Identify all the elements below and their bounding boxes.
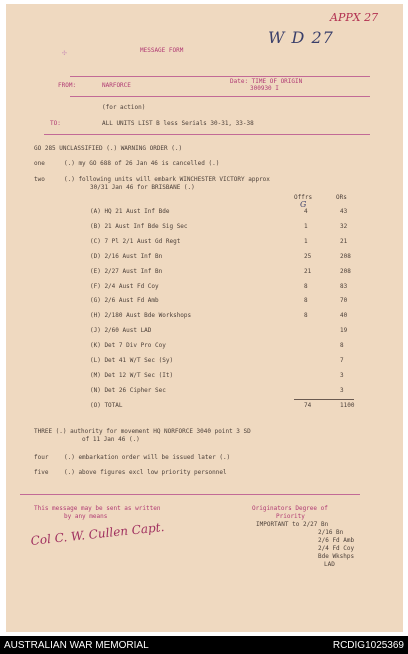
column-offrs-mark: G: [300, 200, 307, 209]
table-row-offrs: 21: [304, 268, 312, 275]
para-five-label: five: [34, 469, 49, 476]
para-two-text-2: 30/31 Jan 46 for BRISBANE (.): [90, 184, 195, 191]
table-row-label: (G) 2/6 Aust Fd Amb: [90, 297, 159, 304]
column-ors: ORs: [336, 194, 347, 201]
para-one-text: (.) my GO 688 of 26 Jan 46 is cancelled (.): [64, 160, 220, 167]
originator-line-3: IMPORTANT to 2/27 Bn: [256, 521, 329, 528]
table-row-label: (F) 2/4 Aust Fd Coy: [90, 283, 159, 290]
para-four-text: (.) embarkation order will be issued later (.): [64, 454, 231, 461]
clover-mark: ✣: [62, 48, 67, 57]
table-row-ors: 3: [340, 372, 344, 379]
table-row-label: (L) Det 41 W/T Sec (Sy): [90, 357, 174, 364]
para-three-cont: of 11 Jan 46 (.): [82, 436, 140, 443]
form-title: MESSAGE FORM: [140, 47, 184, 54]
table-row-ors: 43: [340, 208, 348, 215]
table-row-label: (A) HQ 21 Aust Inf Bde: [90, 208, 170, 215]
from-value: NARFORCE: [102, 82, 131, 89]
originator-line-4: 2/16 Bn: [318, 529, 344, 536]
header-rule-top: [70, 76, 370, 77]
table-row-label: (B) 21 Aust Inf Bde Sig Sec: [90, 223, 188, 230]
to-value: ALL UNITS LIST B less Serials 30-31, 33-38: [102, 120, 254, 127]
table-row-label: (C) 7 Pl 2/1 Aust Gd Regt: [90, 238, 181, 245]
table-row-label: (M) Det 12 W/T Sec (It): [90, 372, 174, 379]
date-label: Date: TIME OF ORIGIN: [230, 78, 303, 85]
message-line-1: GO 285 UNCLASSIFIED (.) WARNING ORDER (.): [34, 145, 183, 152]
archive-footer: [0, 636, 408, 654]
from-label: FROM:: [58, 82, 77, 89]
footer-reference: RCDIG1025369: [332, 640, 404, 651]
date-value: 300930 I: [250, 85, 279, 92]
table-row-label: (O) TOTAL: [90, 402, 123, 409]
table-row-ors: 19: [340, 327, 348, 334]
table-row-ors: 32: [340, 223, 348, 230]
table-row-ors: 3: [340, 387, 344, 394]
document-page: [6, 4, 403, 632]
table-row-offrs: 4: [304, 208, 308, 215]
table-row-label: (J) 2/60 Aust LAD: [90, 327, 152, 334]
table-row-ors: 83: [340, 283, 348, 290]
bottom-rule: [20, 494, 360, 495]
table-row-ors: 208: [340, 253, 351, 260]
table-row-label: (N) Det 26 Cipher Sec: [90, 387, 166, 394]
originator-line-8: LAD: [324, 561, 335, 568]
total-rule: [294, 399, 354, 400]
signature: Col C. W. Cullen Capt.: [30, 519, 165, 548]
para-five-text: (.) above figures excl low priority personnel: [64, 469, 227, 476]
para-one-label: one: [34, 160, 45, 167]
table-row-ors: 8: [340, 342, 344, 349]
handwritten-reference: W D 27: [268, 28, 334, 47]
table-row-offrs: 1: [304, 223, 308, 230]
table-row-label: (D) 2/16 Aust Inf Bn: [90, 253, 163, 260]
appendix-mark: APPX 27: [330, 11, 379, 24]
table-row-offrs: 74: [304, 402, 312, 409]
send-note-1: This message may be sent as written: [34, 505, 161, 512]
originator-line-1: Originators Degree of: [252, 505, 328, 512]
send-note-2: by any means: [64, 513, 108, 520]
header-rule-mid: [70, 96, 370, 97]
header-rule-bottom: [44, 134, 370, 135]
para-four-label: four: [34, 454, 49, 461]
footer-institution: AUSTRALIAN WAR MEMORIAL: [4, 640, 149, 651]
table-row-offrs: 1: [304, 238, 308, 245]
originator-line-2: Priority: [276, 513, 305, 520]
action-label: (for action): [102, 104, 146, 111]
column-offrs: Offrs: [294, 194, 313, 201]
para-three: THREE (.) authority for movement HQ NORFORCE 3040 point 3 SD: [34, 428, 251, 435]
originator-line-7: Bde Wkshps: [318, 553, 355, 560]
table-row-ors: 7: [340, 357, 344, 364]
table-row-label: (H) 2/180 Aust Bde Workshops: [90, 312, 192, 319]
table-row-ors: 21: [340, 238, 348, 245]
table-row-offrs: 25: [304, 253, 312, 260]
originator-line-5: 2/6 Fd Amb: [318, 537, 355, 544]
table-row-offrs: 8: [304, 283, 308, 290]
table-row-ors: 1100: [340, 402, 355, 409]
table-row-offrs: 8: [304, 297, 308, 304]
table-row-label: (E) 2/27 Aust Inf Bn: [90, 268, 163, 275]
table-row-label: (K) Det 7 Div Pro Coy: [90, 342, 166, 349]
para-two-text-1: (.) following units will embark WINCHESTER VICTORY approx: [64, 176, 270, 183]
table-row-ors: 208: [340, 268, 351, 275]
table-row-ors: 70: [340, 297, 348, 304]
para-two-label: two: [34, 176, 45, 183]
originator-line-6: 2/4 Fd Coy: [318, 545, 355, 552]
to-label: TO:: [50, 120, 61, 127]
table-row-ors: 40: [340, 312, 348, 319]
table-row-offrs: 8: [304, 312, 308, 319]
